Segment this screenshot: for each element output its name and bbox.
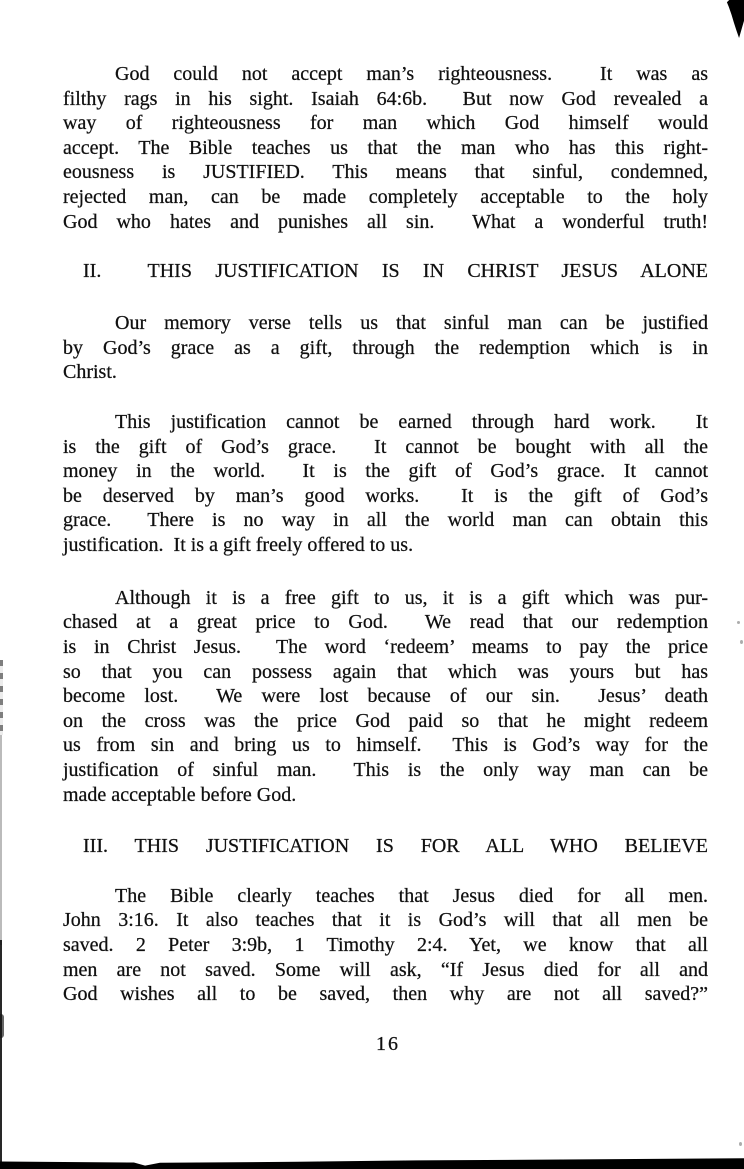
text-line: grace. There is no way in all the world man can obtain this <box>63 509 708 532</box>
scan-edge-left-dashes <box>0 660 3 735</box>
text-line: so that you can possess again that which was yours but has <box>63 660 708 683</box>
paragraph <box>63 62 708 234</box>
text-line: us from sin and bring us to himself. This is God’s way for the <box>63 734 708 757</box>
text-line: This justification cannot be earned through hard work. It <box>115 410 708 433</box>
text-line: justification. It is a gift freely offered to us. <box>63 533 414 556</box>
text-line: Christ. <box>63 361 117 384</box>
text-line: Although it is a free gift to us, it is a gift which was pur- <box>115 586 708 609</box>
text-line: is in Christ Jesus. The word ‘redeem’ meams to pay the price <box>63 636 708 659</box>
text-line: The Bible clearly teaches that Jesus died for all men. <box>115 884 708 907</box>
text-line: Our memory verse tells us that sinful man can be justified <box>115 311 708 334</box>
paragraph <box>63 884 708 1007</box>
ink-smudge-top-right <box>725 0 744 38</box>
text-line: made acceptable before God. <box>63 783 297 806</box>
text-line: by God’s grace as a gift, through the redemption which is in <box>63 336 708 359</box>
text-line: is the gift of God’s grace. It cannot be bought with all the <box>63 435 708 458</box>
scan-edge-left-faint <box>0 735 2 945</box>
text-line: become lost. We were lost because of our sin. Jesus’ death <box>63 685 708 708</box>
paragraph <box>63 311 708 385</box>
text-line: eousness is JUSTIFIED. This means that sinful, condemned, <box>63 161 708 184</box>
scan-speck <box>740 640 743 644</box>
text-line: John 3:16. It also teaches that it is God’s will that all men be <box>63 909 708 932</box>
scan-edge-left-line <box>0 940 2 1162</box>
paragraph <box>63 586 708 807</box>
text-line: men are not saved. Some will ask, “If Jesus died for all and <box>63 958 708 981</box>
section-heading: III. THIS JUSTIFICATION IS FOR ALL WHO BELIEVE <box>83 834 708 857</box>
text-line: filthy rags in his sight. Isaiah 64:6b. But now God revealed a <box>63 87 708 110</box>
document-body <box>63 0 708 1007</box>
text-line: accept. The Bible teaches us that the man who has this right- <box>63 136 708 159</box>
text-line: saved. 2 Peter 3:9b, 1 Timothy 2:4. Yet, we know that all <box>63 933 708 956</box>
text-line: way of righteousness for man which God himself would <box>63 112 708 135</box>
text-line: God wishes all to be saved, then why are not all saved?” <box>63 983 708 1006</box>
paragraph <box>63 410 708 558</box>
page-number: 16 <box>376 1033 400 1055</box>
scan-edge-bottom-bar <box>0 1157 744 1169</box>
scan-speck <box>737 621 740 624</box>
scan-blot-left <box>0 1014 4 1038</box>
text-line: justification of sinful man. This is the only way man can be <box>63 759 708 782</box>
text-line: rejected man, can be made completely acceptable to the holy <box>63 185 708 208</box>
text-line: God who hates and punishes all sin. What a wonderful truth! <box>63 210 708 233</box>
text-line: God could not accept man’s righteousness. It was as <box>115 63 708 85</box>
section-heading: II. THIS JUSTIFICATION IS IN CHRIST JESUS ALONE <box>83 259 708 282</box>
text-line: on the cross was the price God paid so that he might redeem <box>63 709 708 732</box>
scan-speck <box>739 1142 742 1146</box>
text-line: money in the world. It is the gift of God’s grace. It cannot <box>63 460 708 483</box>
text-line: chased at a great price to God. We read that our redemption <box>63 611 708 634</box>
text-line: be deserved by man’s good works. It is the gift of God’s <box>63 484 708 507</box>
